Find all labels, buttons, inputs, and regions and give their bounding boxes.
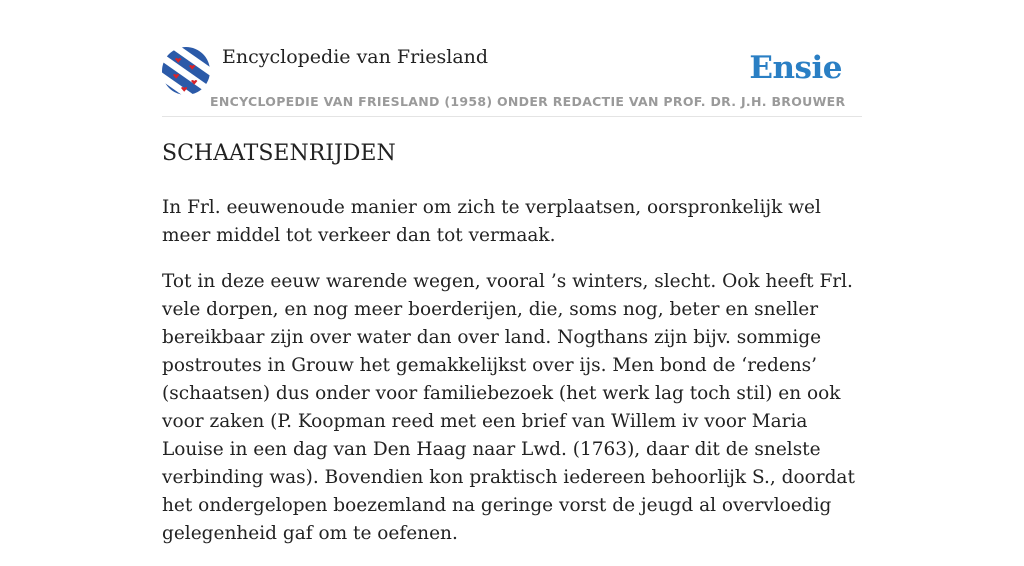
encyclopedia-title[interactable]: Encyclopedie van Friesland: [222, 46, 489, 68]
article-paragraph: Tot in deze eeuw warende wegen, vooral ’s winters, slecht. Ook heeft Frl. vele dorpen, en nog meer boerderijen, die, soms nog, beter en sneller bereikbaar zijn over water dan over land. Nogthans zijn bijv. sommige postroutes in Grouw het gemakkelijkst over ijs. Men bond de ‘redens’ (schaatsen) dus onder voor familiebezoek (het werk lag toch stil) en ook voor zaken (P. Koopman reed met een brief van Willem iv voor Maria Louise in een dag van Den Haag naar Lwd. (1763), daar dit de snelste verbinding was). Bovendien kon praktisch iedereen behoorlijk S., doordat het ondergelopen boezemland na geringe vorst de jeugd al overvloedig gelegenheid gaf om te oefenen.: [162, 271, 855, 544]
article-paragraph: In Frl. eeuwenoude manier om zich te verplaatsen, oorspronkelijk wel meer middel tot verkeer dan tot vermaak.: [162, 197, 821, 246]
article-title: SCHAATSENRIJDEN: [162, 141, 396, 166]
site-header: [162, 44, 862, 117]
frisian-flag-icon[interactable]: [162, 47, 210, 95]
article-body: [162, 138, 862, 566]
encyclopedia-subtitle: ENCYCLOPEDIE VAN FRIESLAND (1958) ONDER REDACTIE VAN PROF. DR. J.H. BROUWER: [210, 94, 846, 109]
ensie-logo-link[interactable]: Ensie: [749, 50, 842, 86]
